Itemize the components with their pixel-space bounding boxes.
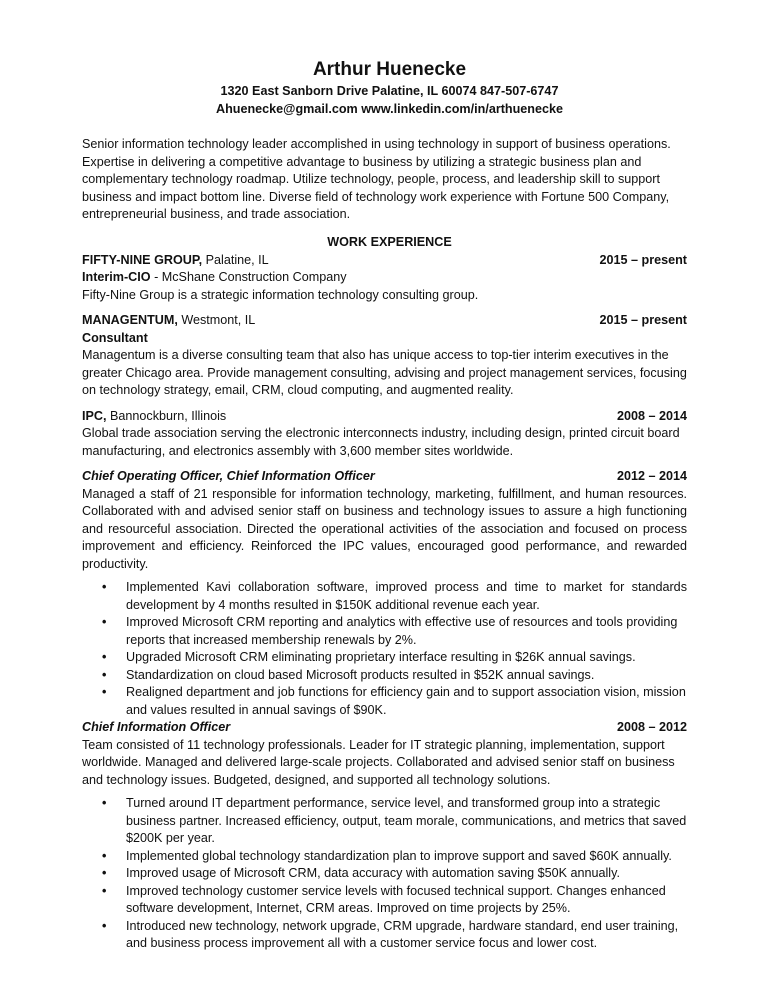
company-location: Bannockburn, Illinois (106, 408, 227, 423)
role-dates: 2012 – 2014 (616, 469, 687, 483)
job-header (82, 252, 687, 270)
section-title-work-experience: WORK EXPERIENCE (327, 234, 452, 249)
job-dates: 2008 – 2014 (616, 408, 687, 423)
job-employer (82, 252, 269, 270)
achievement-item: • Turned around IT department performance, service level, and transformed group into a strategic business partner. Increased efficiency, output, team morale, communications, and metrics that saved $200K per year. (126, 795, 687, 848)
professional-summary: Senior information technology leader accomplished in using technology in support of business operations. Expertise in delivering a competitive advantage to business by utilizing a strategic business plan and complementary technology roadmap. Utilize technology, people, process, and leadership skill to support business and impact bottom line. Diverse field of technology work experience with Fortune 500 Company, entrepreneurial business, and trade association. (82, 137, 671, 221)
job-description: Managentum is a diverse consulting team that also has unique access to top-tier interim executives in the greater Chicago area. Provide management consulting, advising and project management services, focusing on technology strategy, email, CRM, cloud computing, and augmented reality. (82, 348, 687, 397)
job-employer (82, 312, 255, 330)
role-description: Managed a staff of 21 responsible for information technology, marketing, fulfillment, and human resources. Collaborated with and advised senior staff on business and technology issues to assure a high functioning and resourceful association. Directed the operational activities of the association and focused on process improvement and efficiency. Reinforced the IPC values, encouraged good performance, and rewarded productivity. (82, 486, 687, 571)
role-achievements (82, 795, 687, 953)
job-description: Global trade association serving the electronic interconnects industry, including design, printed circuit board manufacturing, and electronics assembly with 3,600 member sites worldwide. (82, 426, 680, 458)
achievement-item: • Improved Microsoft CRM reporting and analytics with effective use of resources and tools providing reports that increased membership renewals by 2%. (126, 614, 687, 649)
achievement-item: • Standardization on cloud based Microsoft products resulted in $52K annual savings. (126, 667, 687, 685)
job-dates: 2015 – present (599, 252, 687, 267)
job-entry-fifty-nine-group (82, 252, 687, 305)
role-dates: 2008 – 2012 (616, 720, 687, 734)
achievement-item: • Improved technology customer service levels with focused technical support. Changes enhanced software development, Internet, CRM areas. Improved on time projects by 25%. (126, 883, 687, 918)
role-header (82, 719, 687, 737)
job-header (82, 312, 687, 330)
role-entry-coo-cio (82, 468, 687, 719)
job-dates: 2015 – present (599, 313, 687, 327)
job-title: Consultant (82, 330, 148, 345)
job-header (82, 408, 687, 426)
job-description: Fifty-Nine Group is a strategic information technology consulting group. (82, 287, 479, 302)
role-description: Team consisted of 11 technology professionals. Leader for IT strategic planning, implementation, support worldwide. Managed and delivered large-scale projects. Collaborated and advised senior staff on business and technology issues. Budgeted, designed, and supported all technology solutions. (82, 737, 675, 787)
job-title-role: Interim-CIO (82, 270, 151, 284)
candidate-name: Arthur Huenecke (312, 59, 467, 80)
role-entry-cio (82, 719, 687, 953)
company-name: MANAGENTUM, (82, 313, 178, 327)
achievement-item: • Improved usage of Microsoft CRM, data accuracy with automation saving $50K annually. (126, 865, 687, 883)
achievement-item: • Upgraded Microsoft CRM eliminating proprietary interface resulting in $26K annual savings. (126, 649, 687, 667)
company-name: FIFTY-NINE GROUP, (82, 252, 203, 267)
resume-content (82, 58, 687, 953)
job-entry-ipc (82, 408, 687, 461)
company-location: Palatine, IL (202, 252, 269, 267)
contact-email-linkedin: Ahuenecke@gmail.com www.linkedin.com/in/arthuenecke (215, 102, 564, 116)
company-name: IPC, (82, 408, 107, 423)
achievement-item: • Implemented Kavi collaboration software, improved process and time to market for standards development by 4 months resulted in $150K additional revenue each year. (126, 579, 687, 614)
achievement-item: • Implemented global technology standardization plan to improve support and saved $60K annually. (126, 848, 687, 866)
role-title: Chief Information Officer (82, 720, 231, 734)
job-title (82, 269, 687, 287)
achievement-item: • Introduced new technology, network upgrade, CRM upgrade, hardware standard, end user training, and business process improvement all with a customer service focus and lower cost. (126, 918, 687, 953)
job-title-client: - McShane Construction Company (150, 270, 347, 284)
role-achievements (82, 579, 687, 719)
company-location: Westmont, IL (177, 313, 256, 327)
achievement-item: • Realigned department and job functions for efficiency gain and to support association vision, mission and values resulted in annual savings of $90K. (126, 684, 687, 719)
role-title: Chief Operating Officer, Chief Information Officer (82, 469, 375, 483)
job-employer (82, 408, 226, 426)
role-header (82, 468, 687, 486)
job-entry-managentum (82, 312, 687, 400)
contact-address-phone: 1320 East Sanborn Drive Palatine, IL 60074 847-507-6747 (220, 84, 559, 98)
